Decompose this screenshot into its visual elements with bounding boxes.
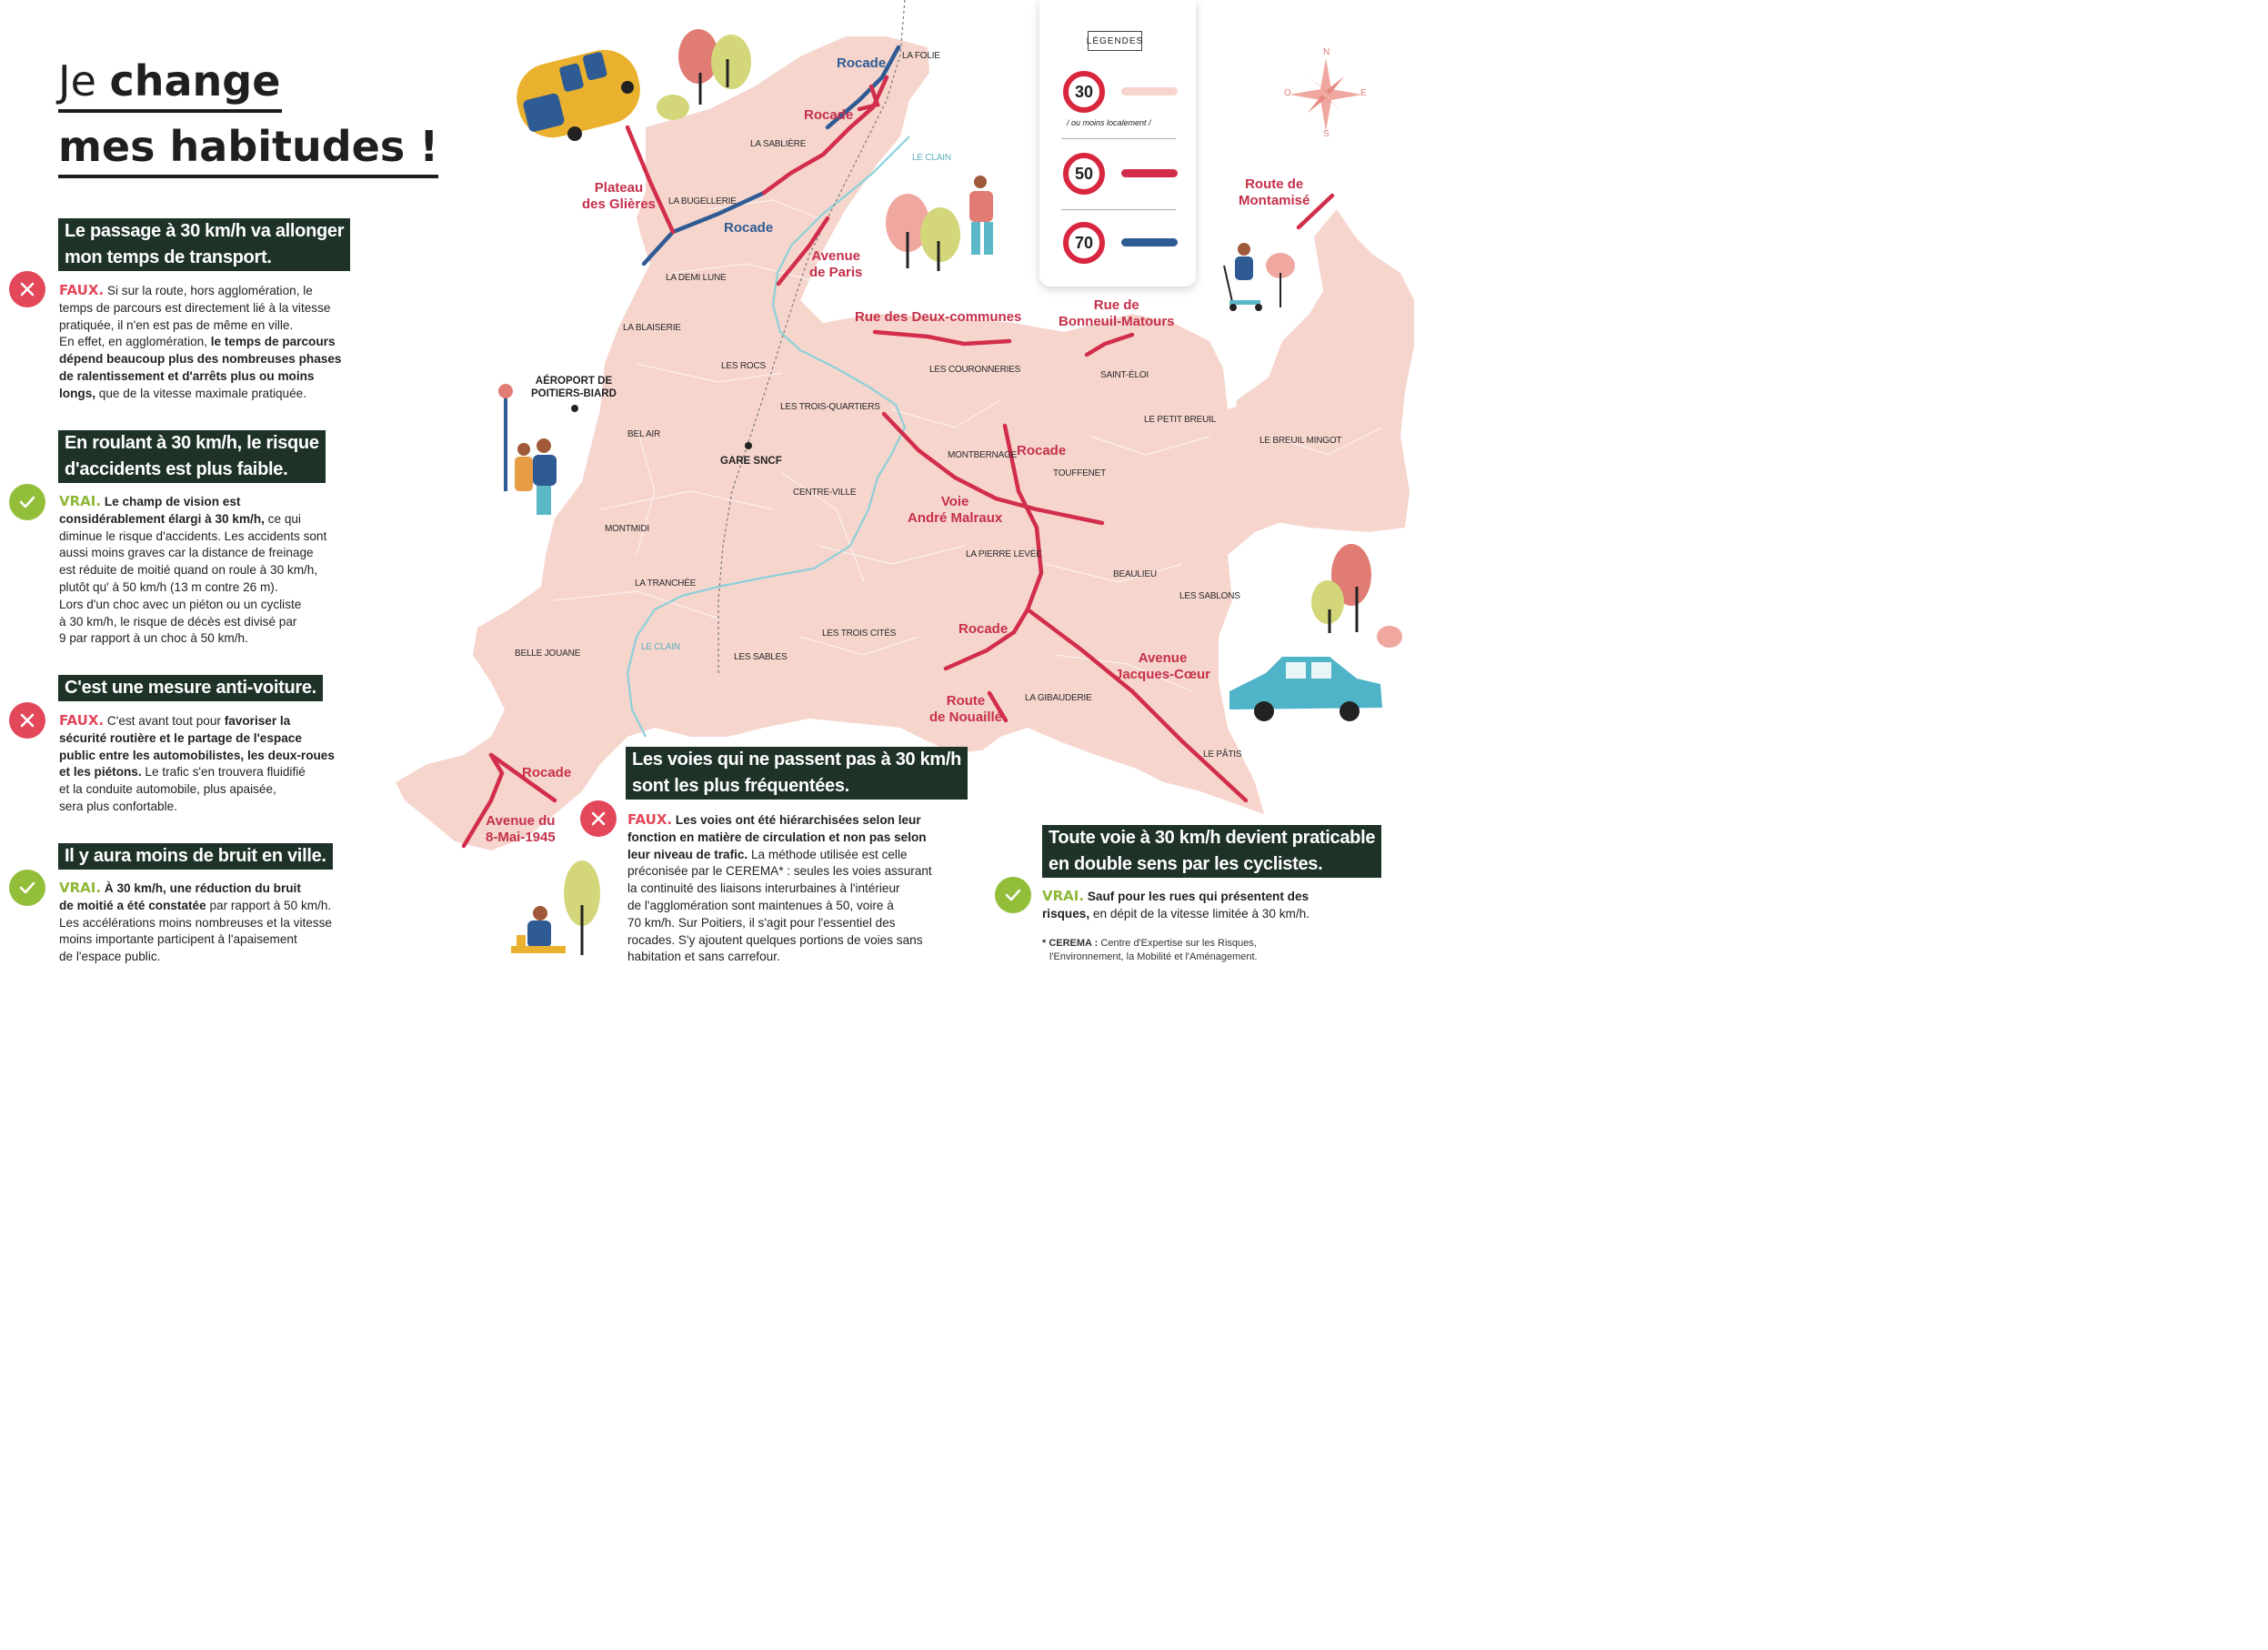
- neighborhood-label: LES TROIS CITÉS: [822, 629, 897, 639]
- body-line: [59, 915, 332, 932]
- body-line: [59, 764, 335, 781]
- road-label: Route de Montamisé: [1239, 176, 1310, 208]
- body-text: et la conduite automobile, plus apaisée,: [59, 782, 276, 797]
- river-label: LE CLAIN: [641, 642, 680, 652]
- section-body: [627, 811, 932, 966]
- title-word: Je: [58, 56, 96, 106]
- body-line: [59, 898, 332, 915]
- neighborhood-label: LE PETIT BREUIL: [1144, 415, 1217, 425]
- road-label: Rocade: [724, 220, 774, 236]
- body-line: [59, 511, 326, 528]
- body-line: [59, 386, 341, 403]
- neighborhood-label: LE BREUIL MINGOT: [1259, 436, 1342, 446]
- footnote: [1042, 937, 1258, 964]
- section-body: [1042, 888, 1310, 923]
- page-title: [58, 53, 438, 178]
- road-label: Plateau des Glières: [582, 180, 656, 212]
- body-text: est réduite de moitié quand on roule à 30 km/h,: [59, 563, 318, 578]
- body-text: de l'espace public.: [59, 950, 161, 964]
- body-text: ce qui: [264, 511, 301, 526]
- body-text: Le trafic s'en trouvera fluidifié: [141, 765, 306, 780]
- heading-line: Toute voie à 30 km/h devient praticable: [1049, 828, 1376, 848]
- road-label: Rue des Deux-communes: [855, 309, 1022, 325]
- body-line: [59, 730, 335, 748]
- body-line: [627, 830, 932, 847]
- road-label: Avenue du 8-Mai-1945: [486, 813, 556, 845]
- body-line: [627, 949, 932, 966]
- body-line: [59, 545, 326, 562]
- body-text: 70 km/h. Sur Poitiers, il s'agit pour l'essentiel des: [627, 915, 896, 930]
- body-text-bold: sécurité routière et le partage de l'espace: [59, 730, 302, 745]
- footnote-line-2: [1042, 951, 1258, 964]
- body-line: [59, 597, 326, 614]
- body-text-bold: considérablement élargi à 30 km/h,: [59, 511, 265, 526]
- title-line-2: mes habitudes !: [58, 118, 438, 178]
- section-heading: [58, 843, 333, 870]
- body-line: [59, 949, 332, 966]
- road-label: Rocade: [837, 55, 887, 71]
- body-line: [627, 847, 932, 864]
- body-text: par rapport à 50 km/h.: [206, 898, 332, 912]
- road-label: Rocade: [522, 765, 572, 780]
- body-text-bold: leur niveau de trafic.: [627, 847, 748, 861]
- verdict-label: FAUX.: [627, 811, 673, 828]
- body-text-bold: de ralentissement et d'arrêts plus ou moins: [59, 368, 315, 383]
- body-line: [59, 799, 335, 816]
- body-line: [59, 630, 326, 648]
- body-text: temps de parcours est directement lié à la vitesse: [59, 300, 331, 315]
- body-line: [59, 317, 341, 335]
- road-label: Avenue Jacques-Cœur: [1115, 650, 1211, 682]
- section-heading: [58, 675, 323, 701]
- title-line-1: [58, 53, 282, 113]
- heading-line: en double sens par les cyclistes.: [1049, 854, 1323, 874]
- neighborhood-label: SAINT-ÉLOI: [1100, 370, 1149, 380]
- speed-value: 50: [1074, 164, 1094, 183]
- compass-e: E: [1360, 88, 1367, 98]
- river-label: LE CLAIN: [912, 153, 951, 163]
- neighborhood-label: LA GIBAUDERIE: [1025, 693, 1092, 703]
- body-text: sera plus confortable.: [59, 799, 177, 813]
- neighborhood-label: LA SABLIÈRE: [750, 139, 807, 149]
- body-text: La méthode utilisée est celle: [748, 847, 908, 861]
- body-text-bold: Sauf pour les rues qui présentent des: [1087, 890, 1310, 903]
- legend-divider: [1061, 138, 1176, 139]
- trees-center: [886, 194, 960, 271]
- body-line: [627, 898, 932, 915]
- faux-icon: [580, 800, 617, 837]
- page: [0, 0, 1426, 1037]
- legend-bar-50: [1121, 169, 1178, 177]
- road-label: Rocade: [958, 621, 1009, 637]
- body-line: [59, 493, 326, 511]
- faux-icon: [9, 271, 45, 307]
- faux-icon: [9, 702, 45, 739]
- heading-line: d'accidents est plus faible.: [65, 459, 288, 479]
- neighborhood-label: BELLE JOUANE: [515, 649, 581, 659]
- neighborhood-label: BEL AIR: [627, 429, 661, 439]
- body-text: Lors d'un choc avec un piéton ou un cycliste: [59, 597, 302, 611]
- neighborhood-label: MONTBERNAGE: [948, 450, 1018, 460]
- body-line: [1042, 888, 1310, 906]
- verdict-label: FAUX.: [59, 712, 105, 729]
- heading-line: C'est une mesure anti-voiture.: [65, 678, 316, 698]
- neighborhood-label: LA PIERRE LEVÉE: [966, 549, 1042, 559]
- body-text-bold: Le champ de vision est: [104, 495, 241, 508]
- heading-line: sont les plus fréquentées.: [632, 776, 849, 796]
- road-label: Route de Nouaillé: [929, 693, 1003, 725]
- body-text-bold: le temps de parcours: [210, 335, 336, 349]
- heading-line: Les voies qui ne passent pas à 30 km/h: [632, 750, 962, 770]
- road-label: Rocade: [1017, 443, 1067, 458]
- neighborhood-label: LE PÂTIS: [1203, 750, 1242, 760]
- neighborhood-label: LES SABLES: [734, 652, 788, 662]
- heading-line: En roulant à 30 km/h, le risque: [65, 433, 319, 453]
- verdict-label: FAUX.: [59, 282, 105, 298]
- body-line: [59, 562, 326, 579]
- speed-sign-50: [1063, 153, 1105, 195]
- body-text-bold: public entre les automobilistes, les deux-roues: [59, 748, 335, 762]
- body-line: [59, 614, 326, 631]
- body-line: [59, 781, 335, 799]
- neighborhood-label: LES COURONNERIES: [929, 365, 1021, 375]
- section-heading: [58, 430, 326, 483]
- road-label: Rue de Bonneuil-Matours: [1059, 297, 1175, 329]
- body-text: diminue le risque d'accidents. Les accidents sont: [59, 528, 327, 543]
- vrai-icon: [995, 877, 1031, 913]
- legend-divider: [1061, 209, 1176, 210]
- neighborhood-label: LES SABLONS: [1179, 591, 1240, 601]
- neighborhood-label: MONTMIDI: [605, 524, 649, 534]
- neighborhood-label: LA DEMI LUNE: [666, 273, 727, 283]
- section-body: [59, 493, 326, 648]
- body-line: [627, 880, 932, 898]
- section-heading: [626, 747, 968, 800]
- footnote-text: Centre d'Expertise sur les Risques,: [1100, 938, 1257, 949]
- neighborhood-label: CENTRE-VILLE: [793, 488, 857, 498]
- body-text: que de la vitesse maximale pratiquée.: [95, 386, 307, 400]
- body-line: [59, 748, 335, 765]
- body-text: En effet, en agglomération,: [59, 335, 211, 349]
- footnote-text: l'Environnement, la Mobilité et l'Aménagement.: [1049, 951, 1258, 962]
- body-text: à 30 km/h, le risque de décès est divisé par: [59, 614, 297, 629]
- legend-bar-30: [1121, 87, 1178, 96]
- body-text-bold: favoriser la: [224, 714, 291, 728]
- walker-illustration: [969, 176, 993, 255]
- body-text-bold: Les voies ont été hiérarchisées selon leur: [675, 813, 921, 827]
- airport-label: AÉROPORT DE POITIERS-BIARD: [531, 376, 617, 399]
- vrai-icon: [9, 484, 45, 520]
- legend-note: / ou moins localement /: [1067, 118, 1151, 127]
- verdict-label: VRAI.: [59, 880, 102, 896]
- body-line: [59, 880, 332, 898]
- body-line: [59, 368, 341, 386]
- neighborhood-label: TOUFFENET: [1053, 468, 1107, 478]
- scooter-illustration: [1224, 243, 1295, 311]
- body-line: [1042, 906, 1310, 923]
- compass-n: N: [1323, 47, 1330, 57]
- speed-value: 30: [1074, 82, 1094, 101]
- urban-area-east: [1232, 209, 1414, 532]
- body-line: [627, 915, 932, 932]
- bench-illustration: [511, 860, 600, 955]
- body-text-bold: risques,: [1042, 906, 1090, 921]
- neighborhood-label: LES TROIS-QUARTIERS: [780, 402, 880, 412]
- body-line: [59, 712, 335, 730]
- body-line: [59, 579, 326, 597]
- body-line: [59, 300, 341, 317]
- title-word-bold: change: [109, 56, 281, 106]
- heading-line: mon temps de transport.: [65, 247, 272, 267]
- body-text: pratiquée, il n'en est pas de même en ville.: [59, 317, 294, 332]
- speed-sign-30: [1063, 71, 1105, 113]
- road-label: Voie André Malraux: [908, 494, 1003, 526]
- body-line: [627, 811, 932, 830]
- compass-rose: [1290, 58, 1362, 131]
- neighborhood-label: BEAULIEU: [1113, 569, 1157, 579]
- neighborhood-label: LES ROCS: [721, 361, 766, 371]
- section-body: [59, 282, 341, 403]
- verdict-label: VRAI.: [1042, 888, 1085, 904]
- body-line: [627, 863, 932, 880]
- compass-s: S: [1323, 129, 1330, 139]
- body-line: [627, 932, 932, 950]
- gare-label: GARE SNCF: [720, 456, 782, 467]
- section-heading: [1042, 825, 1381, 878]
- body-text-bold: de moitié a été constatée: [59, 898, 206, 912]
- body-text: aussi moins graves car la distance de freinage: [59, 546, 314, 560]
- couple-lamp-illustration: [498, 384, 557, 515]
- section-heading: [58, 218, 350, 271]
- map-legend: [1039, 0, 1196, 287]
- body-text: rocades. S'y ajoutent quelques portions de voies sans: [627, 932, 923, 947]
- body-text-bold: et les piétons.: [59, 765, 142, 780]
- body-line: [59, 528, 326, 546]
- body-text: 9 par rapport à un choc à 50 km/h.: [59, 631, 248, 646]
- heading-line: Il y aura moins de bruit en ville.: [65, 846, 326, 866]
- car-illustration: [1229, 657, 1382, 721]
- body-text: Les accélérations moins nombreuses et la vitesse: [59, 915, 332, 930]
- section-body: [59, 712, 335, 816]
- neighborhood-label: LA BUGELLERIE: [668, 196, 737, 206]
- body-text-bold: dépend beaucoup plus des nombreuses phases: [59, 352, 342, 367]
- body-line: [59, 931, 332, 949]
- footnote-line-1: [1042, 937, 1258, 951]
- body-text: préconisée par le CEREMA* : seules les voies assurant: [627, 864, 932, 879]
- body-text: Si sur la route, hors agglomération, le: [106, 284, 313, 297]
- road-label: Avenue de Paris: [809, 248, 863, 280]
- body-line: [59, 351, 341, 368]
- vrai-icon: [9, 870, 45, 906]
- body-text: en dépit de la vitesse limitée à 30 km/h.: [1089, 906, 1310, 921]
- neighborhood-label: LA BLAISERIE: [623, 323, 681, 333]
- body-line: [59, 282, 341, 300]
- heading-line: Le passage à 30 km/h va allonger: [65, 221, 345, 241]
- body-text: la continuité des liaisons interurbaines à l'intérieur: [627, 881, 900, 896]
- speed-value: 70: [1074, 233, 1094, 252]
- footnote-term: * CEREMA :: [1042, 938, 1099, 949]
- body-line: [59, 334, 341, 351]
- body-text-bold: fonction en matière de circulation et non pas selon: [627, 830, 927, 844]
- verdict-label: VRAI.: [59, 493, 102, 509]
- legend-title: LÉGENDES: [1088, 31, 1142, 51]
- body-text: de l'agglomération sont maintenues à 50, voire à: [627, 898, 894, 912]
- body-text: C'est avant tout pour: [106, 714, 225, 728]
- neighborhood-label: LA TRANCHÉE: [635, 579, 697, 589]
- body-text: habitation et sans carrefour.: [627, 950, 780, 964]
- body-text-bold: À 30 km/h, une réduction du bruit: [104, 881, 301, 895]
- road-label: Rocade: [804, 107, 854, 123]
- neighborhood-label: LA FOLIE: [902, 51, 940, 61]
- body-text: moins importante participent à l'apaisement: [59, 932, 297, 947]
- airport-dot: [571, 405, 578, 412]
- body-text: plutôt qu' à 50 km/h (13 m contre 26 m).: [59, 579, 278, 594]
- compass-o: O: [1284, 88, 1291, 98]
- section-body: [59, 880, 332, 966]
- trees-east: [1311, 544, 1402, 648]
- gare-dot: [745, 442, 752, 449]
- legend-bar-70: [1121, 238, 1178, 246]
- body-text-bold: longs,: [59, 386, 96, 400]
- speed-sign-70: [1063, 222, 1105, 264]
